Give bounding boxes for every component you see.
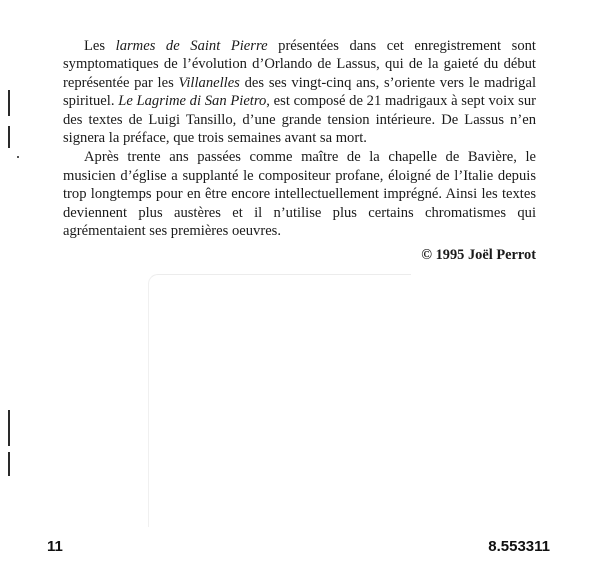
binding-mark — [8, 90, 10, 116]
work-title-larmes: larmes de Saint Pierre — [115, 38, 268, 54]
copyright-signature: © 1995 Joël Perrot — [421, 247, 536, 264]
binding-mark — [8, 410, 10, 446]
binding-dot — [17, 156, 19, 158]
paragraph-1 — [63, 37, 536, 147]
catalog-number: 8.553311 — [488, 538, 550, 555]
work-title-villanelles: Villanelles — [178, 74, 240, 91]
paragraph-2: Après trente ans passées comme maître de la chapelle de Bavière, le musicien d’église a supplanté le compositeur profane, éloigné de l’Italie depuis trop longtemps pour en être encore intellectuellement imprégné. Ainsi les textes deviennent plus austères et il n’utilise plus certains chromatismes qui agrémentaient ses premières oeuvres. — [63, 149, 536, 240]
binding-mark — [8, 452, 10, 476]
paragraph-text: , est composé de 21 madrigaux à sept voix sur des textes de Luigi Tansillo, d’une grande tension intérieure. De Lassus n’en signera la préface, que trois semaines avant sa mort. — [63, 93, 536, 147]
page-number: 11 — [47, 538, 63, 555]
blank-panel — [148, 274, 411, 527]
paragraph-text: présentées dans cet enregistrement sont symptomatiques de l’évolution d’Orlando de Lassus, qui de la gaieté du début représentée par les — [63, 38, 536, 91]
paragraph-text: des ses vingt-cinq ans, s’oriente vers le madrigal spirituel. — [63, 74, 536, 110]
paragraph-text: Les — [84, 38, 116, 54]
work-title-lagrime: Le Lagrime di San Pietro — [118, 93, 267, 110]
binding-mark — [8, 126, 10, 148]
liner-notes-text — [63, 37, 536, 265]
